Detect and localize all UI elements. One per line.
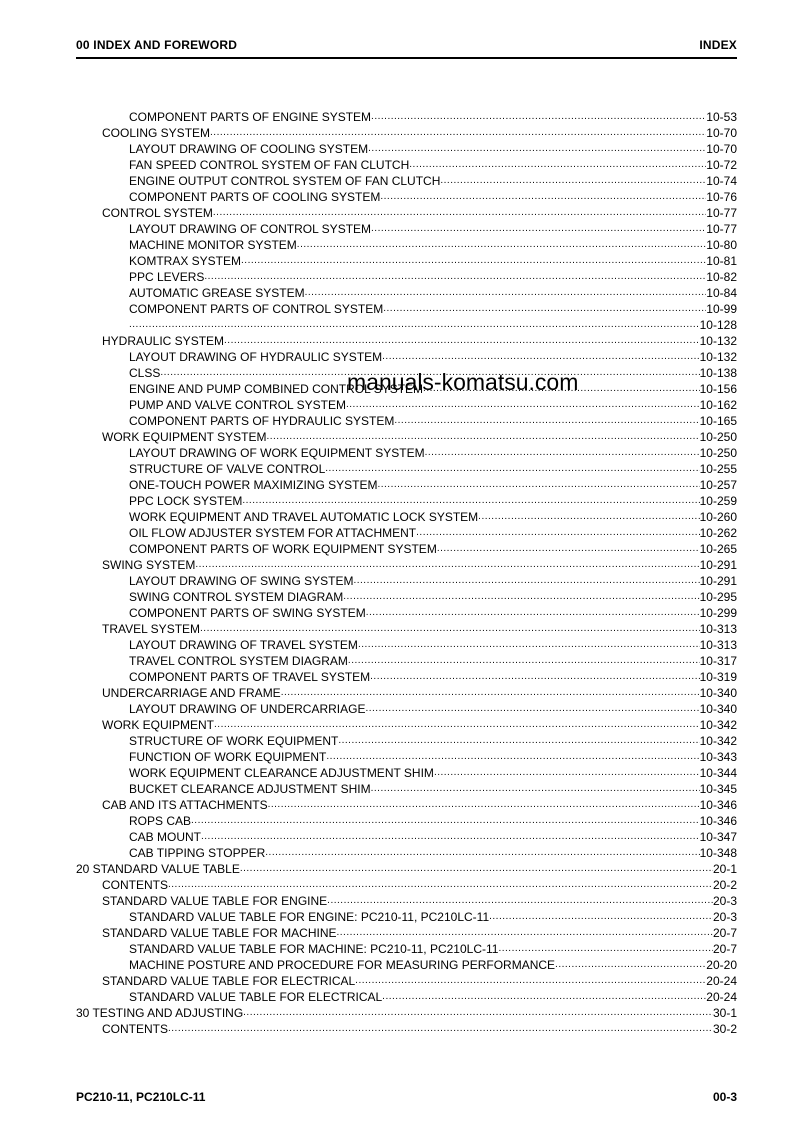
- leader-dots: [358, 637, 700, 653]
- toc-entry-page: 10-72: [706, 158, 737, 172]
- leader-dots: [204, 269, 706, 285]
- leader-dots: [240, 861, 713, 877]
- toc-entry-title: CONTENTS: [102, 1022, 168, 1036]
- leader-dots: [325, 461, 699, 477]
- toc-entry[interactable]: [76, 765, 737, 781]
- toc-entry-page: 10-340: [699, 702, 737, 716]
- toc-entry-page: 30-2: [712, 1022, 737, 1036]
- toc-entry-title: CONTROL SYSTEM: [102, 206, 213, 220]
- toc-entry[interactable]: [76, 1005, 737, 1021]
- toc-entry-title: LAYOUT DRAWING OF CONTROL SYSTEM: [129, 222, 372, 236]
- leader-dots: [281, 685, 700, 701]
- leader-dots: [394, 413, 699, 429]
- toc-entry[interactable]: [76, 957, 737, 973]
- toc-entry-page: 10-257: [699, 478, 737, 492]
- toc-entry-page: 10-132: [699, 334, 737, 348]
- toc-entry-page: 10-259: [699, 494, 737, 508]
- toc-entry-page: 10-162: [699, 398, 737, 412]
- toc-entry-page: 20-3: [712, 910, 737, 924]
- toc-entry[interactable]: [76, 221, 737, 237]
- toc-entry-title: COMPONENT PARTS OF HYDRAULIC SYSTEM: [129, 414, 395, 428]
- header-index-label: INDEX: [699, 38, 737, 52]
- leader-dots: [195, 557, 699, 573]
- toc-entry-page: 20-24: [706, 974, 737, 988]
- toc-entry-page: 10-342: [699, 734, 737, 748]
- toc-entry-title: LAYOUT DRAWING OF SWING SYSTEM: [129, 574, 354, 588]
- toc-entry-title: CLSS: [129, 366, 161, 380]
- toc-entry-page: 10-99: [706, 302, 737, 316]
- toc-entry-title: HYDRAULIC SYSTEM: [102, 334, 225, 348]
- toc-entry[interactable]: [76, 941, 737, 957]
- watermark: manuals-komatsu.com: [347, 369, 579, 395]
- toc-entry-page: 10-80: [706, 238, 737, 252]
- toc-entry-page: 10-260: [699, 510, 737, 524]
- toc-entry-page: 10-250: [699, 446, 737, 460]
- toc-entry-title: FUNCTION OF WORK EQUIPMENT: [129, 750, 327, 764]
- toc-entry[interactable]: [76, 845, 737, 861]
- leader-dots: [371, 109, 706, 125]
- toc-entry[interactable]: [76, 189, 737, 205]
- leader-dots: [213, 205, 706, 221]
- toc-entry-page: 10-82: [706, 270, 737, 284]
- toc-entry[interactable]: [76, 493, 737, 509]
- toc-entry[interactable]: [76, 589, 737, 605]
- leader-dots: [371, 221, 706, 237]
- toc-entry-page: 10-342: [699, 718, 737, 732]
- toc-entry-title: CONTENTS: [102, 878, 168, 892]
- toc-entry[interactable]: [76, 861, 737, 877]
- toc-entry-title: COMPONENT PARTS OF CONTROL SYSTEM: [129, 302, 384, 316]
- toc-entry[interactable]: [76, 429, 737, 445]
- leader-dots: [365, 701, 699, 717]
- leader-dots: [425, 445, 700, 461]
- toc-entry[interactable]: [76, 237, 737, 253]
- toc-entry-page: 20-7: [712, 926, 737, 940]
- leader-dots: [327, 893, 713, 909]
- leader-dots: [343, 589, 699, 605]
- toc-entry[interactable]: [76, 621, 737, 637]
- leader-dots: [440, 173, 706, 189]
- toc-entry-page: 20-7: [712, 942, 737, 956]
- toc-entry-page: 10-291: [699, 574, 737, 588]
- toc-entry[interactable]: [76, 141, 737, 157]
- leader-dots: [382, 989, 706, 1005]
- leader-dots: [337, 925, 713, 941]
- leader-dots: [338, 733, 699, 749]
- toc-entry-page: 20-1: [712, 862, 737, 876]
- toc-entry-page: 10-291: [699, 558, 737, 572]
- leader-dots: [416, 525, 699, 541]
- leader-dots: [191, 813, 700, 829]
- toc-entry[interactable]: [76, 349, 737, 365]
- toc-entry-page: 10-345: [699, 782, 737, 796]
- leader-dots: [224, 333, 700, 349]
- toc-entry-title: STANDARD VALUE TABLE FOR ELECTRICAL: [102, 974, 356, 988]
- toc-entry-page: 20-2: [712, 878, 737, 892]
- toc-entry-page: 20-20: [706, 958, 737, 972]
- leader-dots: [355, 973, 706, 989]
- toc-entry-title: WORK EQUIPMENT SYSTEM: [102, 430, 267, 444]
- toc-entry-page: 10-128: [699, 318, 737, 332]
- toc-entry[interactable]: [76, 717, 737, 733]
- leader-dots: [305, 285, 707, 301]
- toc-entry[interactable]: [76, 925, 737, 941]
- toc-entry-title: MACHINE MONITOR SYSTEM: [129, 238, 297, 252]
- toc-entry-title: ROPS CAB: [129, 814, 192, 828]
- toc-entry-title: ONE-TOUCH POWER MAXIMIZING SYSTEM: [129, 478, 378, 492]
- leader-dots: [265, 845, 699, 861]
- leader-dots: [434, 765, 700, 781]
- toc-entry[interactable]: [76, 557, 737, 573]
- toc-entry[interactable]: [76, 157, 737, 173]
- toc-entry[interactable]: [76, 269, 737, 285]
- toc-entry[interactable]: [76, 733, 737, 749]
- toc-entry-title: COMPONENT PARTS OF TRAVEL SYSTEM: [129, 670, 371, 684]
- toc-entry-title: STANDARD VALUE TABLE FOR ENGINE: [102, 894, 328, 908]
- toc-entry[interactable]: [76, 909, 737, 925]
- toc-entry-page: 10-255: [699, 462, 737, 476]
- toc-entry-page: 10-343: [699, 750, 737, 764]
- toc-entry-title: CAB MOUNT: [129, 830, 201, 844]
- toc-entry-title: COOLING SYSTEM: [102, 126, 211, 140]
- toc-entry-title: CAB AND ITS ATTACHMENTS: [102, 798, 268, 812]
- toc-entry-page: 20-24: [706, 990, 737, 1004]
- toc-entry-title: TRAVEL SYSTEM: [102, 622, 201, 636]
- toc-entry[interactable]: [76, 653, 737, 669]
- toc-entry-page: 10-81: [706, 254, 737, 268]
- leader-dots: [326, 749, 699, 765]
- toc-entry-page: 10-77: [706, 206, 737, 220]
- page-number: 00-3: [712, 1090, 737, 1104]
- toc-entry[interactable]: [76, 541, 737, 557]
- toc-entry[interactable]: [76, 877, 737, 893]
- toc-entry-title: LAYOUT DRAWING OF TRAVEL SYSTEM: [129, 638, 358, 652]
- toc-entry-page: 10-317: [699, 654, 737, 668]
- toc-entry-title: STANDARD VALUE TABLE FOR MACHINE: [102, 926, 337, 940]
- toc-entry-page: 10-138: [699, 366, 737, 380]
- toc-entry-title: STRUCTURE OF WORK EQUIPMENT: [129, 734, 339, 748]
- toc-entry[interactable]: [76, 413, 737, 429]
- toc-entry[interactable]: [76, 205, 737, 221]
- leader-dots: [368, 141, 706, 157]
- toc-entry-title: SWING SYSTEM: [102, 558, 196, 572]
- leader-dots: [366, 605, 700, 621]
- toc-entry[interactable]: [76, 333, 737, 349]
- toc-entry-page: 10-262: [699, 526, 737, 540]
- toc-entry-page: 10-295: [699, 590, 737, 604]
- leader-dots: [555, 957, 706, 973]
- toc-entry[interactable]: [76, 317, 737, 333]
- toc-entry-title: SWING CONTROL SYSTEM DIAGRAM: [129, 590, 344, 604]
- leader-dots: [348, 653, 700, 669]
- leader-dots: [129, 317, 700, 333]
- toc-entry[interactable]: [76, 685, 737, 701]
- page-footer: [76, 1090, 737, 1104]
- page-header: [76, 38, 737, 52]
- leader-dots: [380, 189, 706, 205]
- leader-dots: [200, 621, 700, 637]
- toc-entry-title: 30 TESTING AND ADJUSTING: [76, 1006, 244, 1020]
- leader-dots: [201, 829, 700, 845]
- toc-entry-page: 10-74: [706, 174, 737, 188]
- toc-entry-page: 10-344: [699, 766, 737, 780]
- toc-entry-page: 10-299: [699, 606, 737, 620]
- leader-dots: [370, 669, 699, 685]
- toc-entry-title: STANDARD VALUE TABLE FOR MACHINE: PC210-11, PC210LC-11: [129, 942, 499, 956]
- toc-entry-page: 10-250: [699, 430, 737, 444]
- model-label: PC210-11, PC210LC-11: [76, 1090, 206, 1104]
- toc-entry-title: FAN SPEED CONTROL SYSTEM OF FAN CLUTCH: [129, 158, 410, 172]
- toc-entry-title: WORK EQUIPMENT: [102, 718, 215, 732]
- leader-dots: [214, 717, 700, 733]
- leader-dots: [242, 493, 699, 509]
- toc-entry-title: PPC LOCK SYSTEM: [129, 494, 243, 508]
- leader-dots: [346, 397, 700, 413]
- toc-entry[interactable]: [76, 669, 737, 685]
- toc-entry[interactable]: [76, 109, 737, 125]
- toc-entry-title: STANDARD VALUE TABLE FOR ELECTRICAL: [129, 990, 383, 1004]
- toc-entry[interactable]: [76, 701, 737, 717]
- toc-entry-page: 10-70: [706, 142, 737, 156]
- toc-entry-title: CAB TIPPING STOPPER: [129, 846, 266, 860]
- toc-entry[interactable]: [76, 301, 737, 317]
- leader-dots: [409, 157, 706, 173]
- toc-entry[interactable]: [76, 813, 737, 829]
- leader-dots: [168, 877, 713, 893]
- section-title: 00 INDEX AND FOREWORD: [76, 38, 238, 52]
- toc-entry-title: ENGINE AND PUMP COMBINED CONTROL SYSTEM: [129, 382, 424, 396]
- toc-entry-title: STANDARD VALUE TABLE FOR ENGINE: PC210-11, PC210LC-11: [129, 910, 490, 924]
- toc-entry[interactable]: [76, 1021, 737, 1037]
- toc-entry-title: PPC LEVERS: [129, 270, 205, 284]
- leader-dots: [353, 573, 699, 589]
- toc-entry-page: 10-346: [699, 814, 737, 828]
- toc-entry[interactable]: [76, 989, 737, 1005]
- toc-entry-title: OIL FLOW ADJUSTER SYSTEM FOR ATTACHMENT: [129, 526, 417, 540]
- toc-entry[interactable]: [76, 781, 737, 797]
- toc-entry[interactable]: [76, 637, 737, 653]
- toc-entry-title: LAYOUT DRAWING OF COOLING SYSTEM: [129, 142, 369, 156]
- toc-entry-title: BUCKET CLEARANCE ADJUSTMENT SHIM: [129, 782, 371, 796]
- leader-dots: [297, 237, 707, 253]
- leader-dots: [383, 301, 706, 317]
- toc-entry-title: ENGINE OUTPUT CONTROL SYSTEM OF FAN CLUTCH: [129, 174, 441, 188]
- toc-entry[interactable]: [76, 893, 737, 909]
- toc-entry-title: COMPONENT PARTS OF COOLING SYSTEM: [129, 190, 381, 204]
- toc-entry[interactable]: [76, 829, 737, 845]
- toc-entry-page: 10-265: [699, 542, 737, 556]
- leader-dots: [243, 1005, 713, 1021]
- toc-entry-title: 20 STANDARD VALUE TABLE: [76, 862, 240, 876]
- toc-entry-page: 10-348: [699, 846, 737, 860]
- leader-dots: [168, 1021, 713, 1037]
- toc-entry-page: 10-340: [699, 686, 737, 700]
- toc-entry-title: COMPONENT PARTS OF ENGINE SYSTEM: [129, 110, 372, 124]
- toc-entry[interactable]: [76, 173, 737, 189]
- toc-entry-title: LAYOUT DRAWING OF HYDRAULIC SYSTEM: [129, 350, 383, 364]
- toc-entry-page: 10-165: [699, 414, 737, 428]
- toc-entry-page: 10-156: [699, 382, 737, 396]
- table-of-contents: [76, 109, 737, 1037]
- toc-entry[interactable]: [76, 573, 737, 589]
- toc-entry-title: AUTOMATIC GREASE SYSTEM: [129, 286, 305, 300]
- leader-dots: [437, 541, 700, 557]
- toc-entry[interactable]: [76, 509, 737, 525]
- toc-entry-title: LAYOUT DRAWING OF UNDERCARRIAGE: [129, 702, 366, 716]
- leader-dots: [371, 781, 700, 797]
- toc-entry-page: 10-313: [699, 622, 737, 636]
- leader-dots: [489, 909, 713, 925]
- leader-dots: [266, 429, 699, 445]
- toc-entry-title: LAYOUT DRAWING OF WORK EQUIPMENT SYSTEM: [129, 446, 425, 460]
- toc-entry-page: 10-313: [699, 638, 737, 652]
- toc-entry-page: 10-319: [699, 670, 737, 684]
- toc-entry-page: 10-53: [706, 110, 737, 124]
- leader-dots: [478, 509, 699, 525]
- toc-entry-title: WORK EQUIPMENT AND TRAVEL AUTOMATIC LOCK SYSTEM: [129, 510, 479, 524]
- toc-entry[interactable]: [76, 461, 737, 477]
- toc-entry[interactable]: [76, 477, 737, 493]
- toc-entry[interactable]: [76, 285, 737, 301]
- toc-entry-title: TRAVEL CONTROL SYSTEM DIAGRAM: [129, 654, 348, 668]
- toc-entry-page: 10-77: [706, 222, 737, 236]
- toc-entry-title: WORK EQUIPMENT CLEARANCE ADJUSTMENT SHIM: [129, 766, 434, 780]
- toc-entry[interactable]: [76, 397, 737, 413]
- leader-dots: [241, 253, 706, 269]
- leader-dots: [268, 797, 700, 813]
- toc-entry-page: 10-76: [706, 190, 737, 204]
- toc-entry[interactable]: [76, 525, 737, 541]
- leader-dots: [498, 941, 713, 957]
- toc-entry-page: 20-3: [712, 894, 737, 908]
- leader-dots: [210, 125, 706, 141]
- toc-entry-page: 10-347: [699, 830, 737, 844]
- toc-entry-title: PUMP AND VALVE CONTROL SYSTEM: [129, 398, 346, 412]
- toc-entry-page: 10-70: [706, 126, 737, 140]
- toc-entry[interactable]: [76, 445, 737, 461]
- toc-entry-title: UNDERCARRIAGE AND FRAME: [102, 686, 281, 700]
- toc-entry-title: COMPONENT PARTS OF SWING SYSTEM: [129, 606, 366, 620]
- toc-entry[interactable]: [76, 605, 737, 621]
- header-rule: [76, 57, 737, 59]
- toc-entry-page: 10-84: [706, 286, 737, 300]
- toc-entry-title: KOMTRAX SYSTEM: [129, 254, 242, 268]
- toc-entry[interactable]: [76, 125, 737, 141]
- toc-entry-page: 10-346: [699, 798, 737, 812]
- toc-entry[interactable]: [76, 749, 737, 765]
- toc-entry[interactable]: [76, 253, 737, 269]
- leader-dots: [382, 349, 699, 365]
- toc-entry-title: MACHINE POSTURE AND PROCEDURE FOR MEASURING PERFORMANCE: [129, 958, 556, 972]
- toc-entry[interactable]: [76, 797, 737, 813]
- toc-entry-title: COMPONENT PARTS OF WORK EQUIPMENT SYSTEM: [129, 542, 437, 556]
- leader-dots: [377, 477, 699, 493]
- toc-entry[interactable]: [76, 973, 737, 989]
- toc-entry-page: 30-1: [712, 1006, 737, 1020]
- toc-entry-page: 10-132: [699, 350, 737, 364]
- toc-entry-title: STRUCTURE OF VALVE CONTROL: [129, 462, 326, 476]
